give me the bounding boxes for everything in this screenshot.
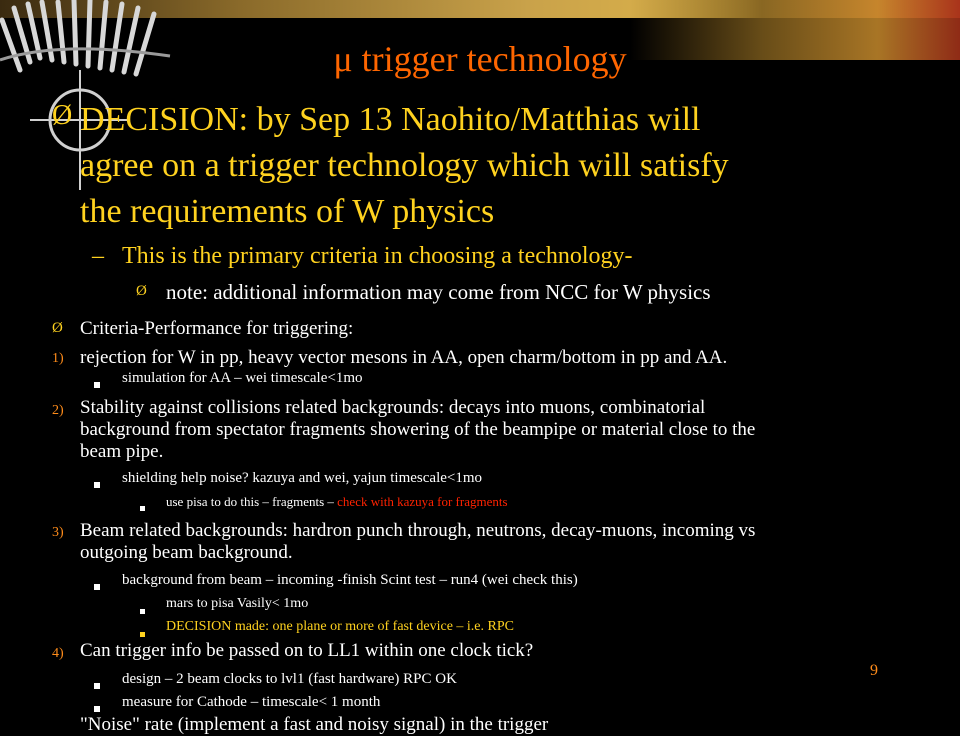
square-bullet-icon (94, 475, 100, 493)
highlight-text: check with kazuya for fragments (337, 494, 508, 509)
arrow-bullet-icon: Ø (52, 320, 63, 336)
decision-made-line: DECISION made: one plane or more of fast device – i.e. RPC (166, 619, 514, 634)
item-number: 4) (52, 646, 64, 661)
sub-sub-item-3a: mars to pisa Vasily< 1mo (166, 596, 309, 611)
sub-item-4a: design – 2 beam clocks to lvl1 (fast hardware) RPC OK (122, 671, 457, 687)
item-2-line-2: background from spectator fragments showering of the beampipe or material close to the (80, 419, 756, 440)
item-number: 2) (52, 403, 64, 418)
item-1-line: rejection for W in pp, heavy vector mesons in AA, open charm/bottom in pp and AA. (80, 347, 728, 368)
square-bullet-icon (94, 577, 100, 595)
dash-bullet: – (92, 243, 104, 269)
item-5-partial-line: "Noise" rate (implement a fast and noisy signal) in the trigger (80, 714, 549, 735)
item-4-line: Can trigger info be passed on to LL1 within one clock tick? (80, 640, 534, 661)
note-line: note: additional information may come from NCC for W physics (166, 280, 711, 304)
square-bullet-icon (94, 375, 100, 393)
arrow-bullet-icon: Ø (52, 100, 73, 131)
item-3-line-2: outgoing beam background. (80, 542, 293, 563)
decision-line-2: agree on a trigger technology which will satisfy (80, 147, 729, 184)
decision-line-3: the requirements of W physics (80, 193, 495, 230)
sub-item-1: simulation for AA – wei timescale<1mo (122, 370, 363, 386)
primary-criteria-line: This is the primary criteria in choosing a technology- (122, 243, 633, 269)
item-number: 3) (52, 525, 64, 540)
criteria-heading: Criteria-Performance for triggering: (80, 318, 354, 339)
item-3-line-1: Beam related backgrounds: hardron punch through, neutrons, decay-muons, incoming vs (80, 520, 756, 541)
slide-title: μ trigger technology (333, 39, 627, 79)
square-bullet-icon (94, 676, 100, 694)
square-bullet-icon (140, 498, 145, 516)
arrow-bullet-icon: Ø (136, 283, 147, 299)
item-2-line-1: Stability against collisions related backgrounds: decays into muons, combinatorial (80, 397, 706, 418)
item-2-line-3: beam pipe. (80, 441, 164, 462)
sub-sub-item-2a: use pisa to do this – fragments – check with kazuya for fragments (166, 494, 508, 509)
square-bullet-icon (140, 601, 145, 619)
sub-item-2: shielding help noise? kazuya and wei, yajun timescale<1mo (122, 470, 483, 486)
sub-item-3: background from beam – incoming -finish Scint test – run4 (wei check this) (122, 572, 578, 588)
decision-line-1: DECISION: by Sep 13 Naohito/Matthias will (80, 101, 701, 138)
item-number: 1) (52, 351, 64, 366)
page-number: 9 (870, 662, 878, 679)
sub-item-4b: measure for Cathode – timescale< 1 month (122, 694, 381, 710)
